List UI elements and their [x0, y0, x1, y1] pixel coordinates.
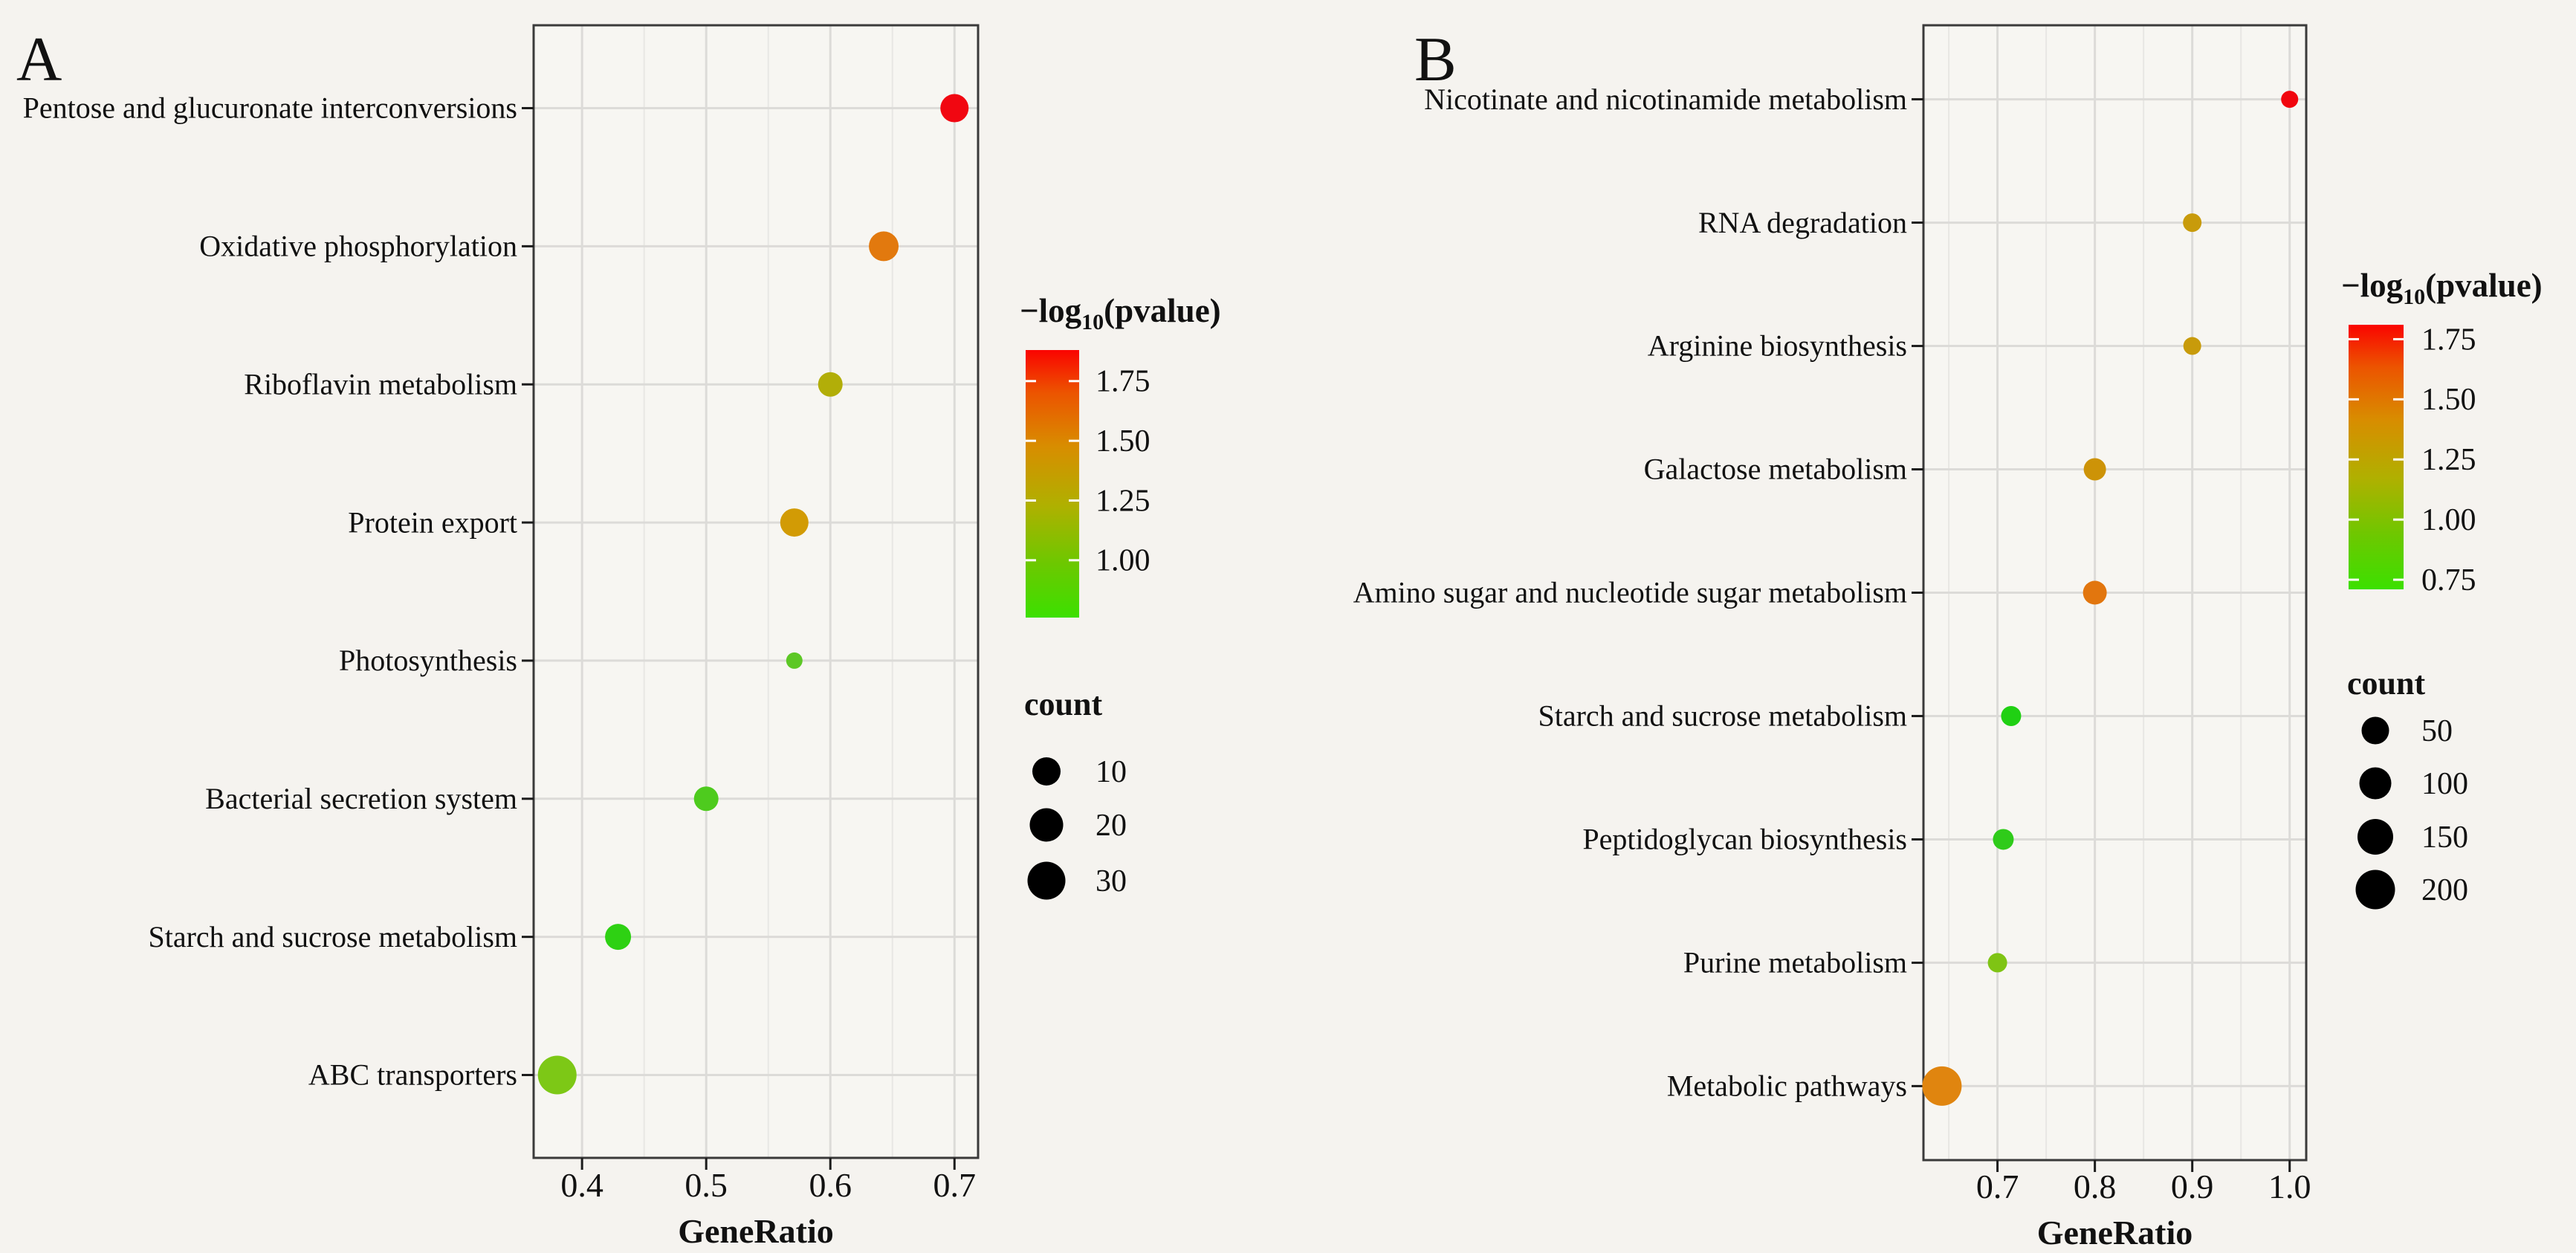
data-point — [2084, 459, 2106, 481]
pvalue-legend-title — [2341, 266, 2543, 309]
count-legend-label: 200 — [2421, 872, 2468, 907]
data-point — [2001, 706, 2021, 726]
count-legend-title: count — [1024, 686, 1103, 722]
x-tick-label: 0.8 — [2073, 1168, 2117, 1205]
colorbar-tick-label: 1.25 — [2421, 443, 2476, 478]
colorbar-tick-label: 1.75 — [2421, 323, 2476, 357]
data-point — [1922, 1066, 1961, 1106]
x-tick-label: 0.4 — [560, 1166, 603, 1204]
count-legend-dot — [2356, 870, 2395, 910]
data-point — [786, 653, 803, 669]
pathway-label: Arginine biosynthesis — [1647, 328, 1907, 363]
data-point — [605, 924, 631, 950]
colorbar-tick-label: 1.75 — [1096, 364, 1151, 399]
pathway-label: Metabolic pathways — [1666, 1069, 1907, 1103]
pathway-label: ABC transporters — [308, 1058, 517, 1092]
plot-background — [534, 25, 978, 1158]
panel-A — [16, 25, 1151, 1250]
legend-title-prefix: −log — [2341, 267, 2404, 304]
count-legend-dot — [1030, 809, 1064, 842]
pathway-label: Bacterial secretion system — [205, 781, 517, 815]
legend-title-prefix: −log — [1020, 292, 1082, 329]
count-legend-dot — [2362, 717, 2389, 745]
count-legend-dot — [1028, 862, 1066, 900]
x-tick-label: 0.7 — [933, 1166, 977, 1204]
pathway-label: RNA degradation — [1698, 205, 1907, 239]
legend-title-subscript: 10 — [2403, 285, 2426, 309]
x-tick-label: 0.6 — [809, 1166, 852, 1204]
colorbar-tick-label: 0.75 — [2421, 563, 2476, 598]
data-point — [2183, 213, 2201, 232]
legend-title-suffix: (pvalue) — [2425, 267, 2543, 304]
panel-letter: A — [16, 25, 62, 94]
pathway-label: Peptidoglycan biosynthesis — [1582, 822, 1907, 856]
data-point — [694, 786, 719, 811]
count-legend-dot — [2360, 768, 2392, 800]
data-point — [780, 508, 809, 537]
count-legend-label: 20 — [1096, 808, 1127, 843]
colorbar-tick-label: 1.50 — [2421, 383, 2476, 418]
data-point — [538, 1055, 577, 1094]
data-point — [1988, 953, 2007, 972]
data-point — [2281, 91, 2298, 108]
pathway-label: Starch and sucrose metabolism — [148, 919, 517, 953]
pathway-label: Nicotinate and nicotinamide metabolism — [1424, 82, 1907, 116]
x-axis-title: GeneRatio — [2036, 1214, 2193, 1252]
x-tick-label: 0.7 — [1975, 1168, 2019, 1205]
panel-letter: B — [1414, 25, 1457, 94]
colorbar-tick-label: 1.50 — [1096, 424, 1151, 459]
count-legend-label: 150 — [2421, 820, 2468, 855]
pathway-label: Galactose metabolism — [1643, 452, 1907, 486]
data-point — [2184, 337, 2201, 355]
count-legend-dot — [2357, 819, 2393, 855]
legend-title-subscript: 10 — [1081, 310, 1104, 334]
pathway-label: Protein export — [348, 505, 517, 540]
count-legend-dot — [1032, 757, 1061, 786]
pathway-label: Starch and sucrose metabolism — [1538, 699, 1907, 733]
pathway-label: Riboflavin metabolism — [244, 367, 517, 401]
count-legend-label: 10 — [1096, 754, 1127, 789]
pathway-label: Oxidative phosphorylation — [199, 229, 517, 263]
colorbar-tick-label: 1.25 — [1096, 484, 1151, 519]
data-point — [1993, 829, 2013, 849]
data-point — [818, 372, 843, 397]
pvalue-colorbar — [1026, 350, 1079, 618]
count-legend-label: 50 — [2421, 713, 2453, 748]
pathway-label: Amino sugar and nucleotide sugar metabolism — [1353, 575, 1907, 609]
x-tick-label: 1.0 — [2268, 1168, 2311, 1205]
count-legend-label: 30 — [1096, 864, 1127, 899]
colorbar-tick-label: 1.00 — [1096, 543, 1151, 578]
data-point — [2083, 581, 2107, 605]
legend-title-suffix: (pvalue) — [1104, 292, 1221, 329]
pvalue-legend-title — [1020, 291, 1221, 334]
x-axis-title: GeneRatio — [678, 1212, 834, 1250]
panel-B — [1353, 25, 2476, 1252]
x-tick-label: 0.5 — [685, 1166, 728, 1204]
count-legend-label: 100 — [2421, 766, 2468, 801]
count-legend-title: count — [2347, 665, 2426, 702]
pathway-label: Purine metabolism — [1683, 945, 1907, 980]
colorbar-tick-label: 1.00 — [2421, 503, 2476, 538]
data-point — [869, 231, 899, 261]
data-point — [940, 94, 968, 123]
pvalue-colorbar — [2349, 325, 2404, 589]
x-tick-label: 0.9 — [2170, 1168, 2214, 1205]
pathway-label: Photosynthesis — [338, 644, 517, 678]
pathway-label: Pentose and glucuronate interconversions — [22, 91, 517, 125]
